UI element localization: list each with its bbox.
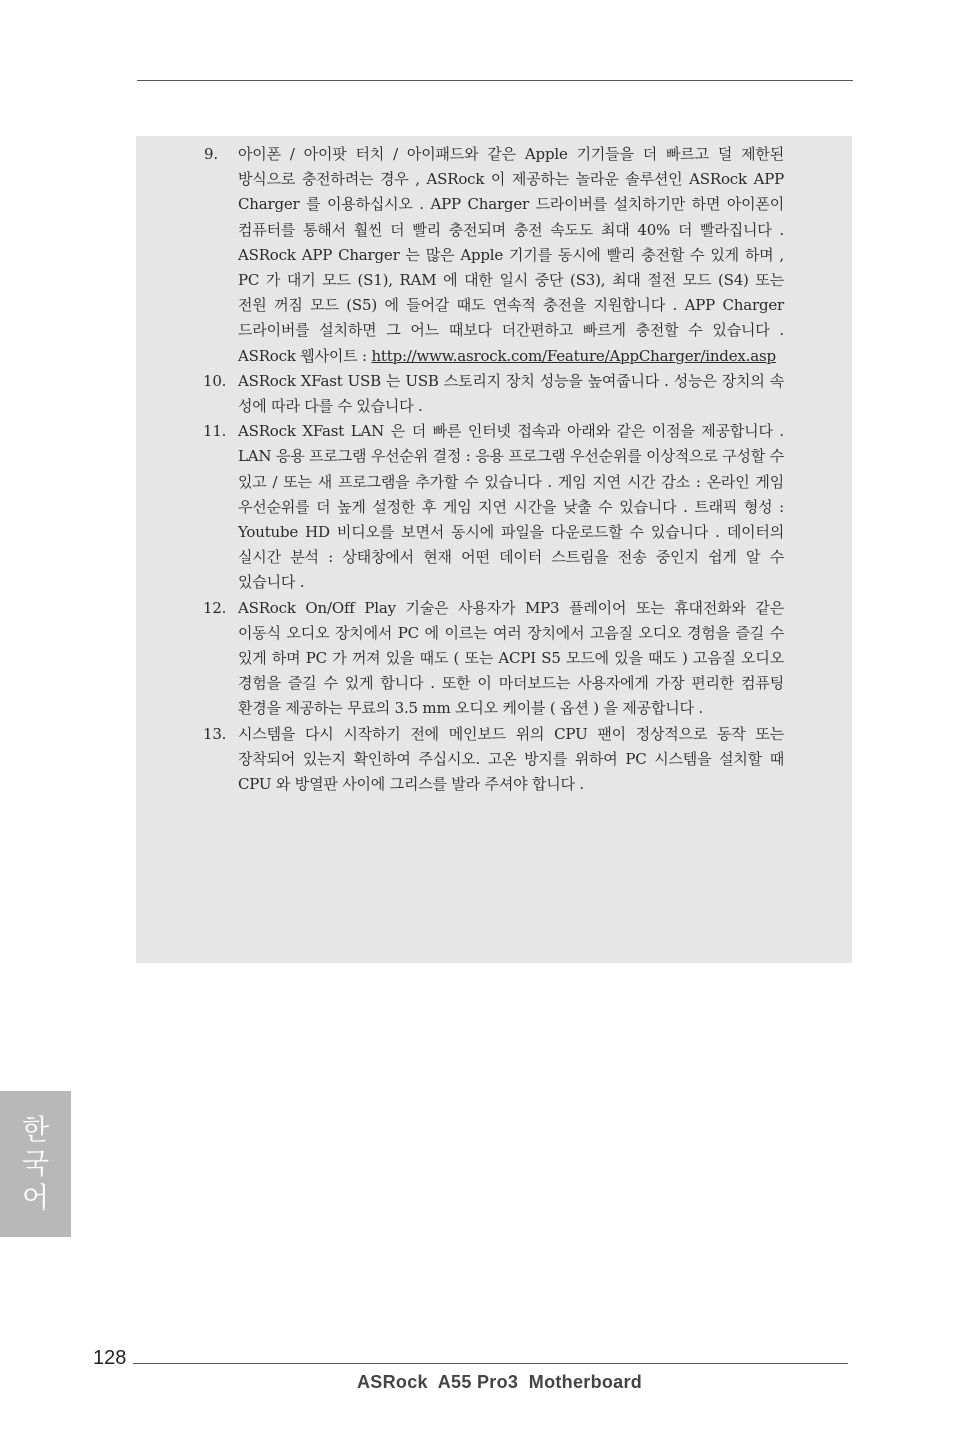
item-body: 아이폰 / 아이팟 터치 / 아이패드와 같은 Apple 기기들을 더 빠르고 덜 제한된 방식으로 충전하려는 경우 , ASRock 이 제공하는 놀라운 솔루션인 ASRock APP Charger 를 이용하십시오 . APP Charger 드라이버를 설치하기만 하면 아이폰이 컴퓨터를 통해서 훨씬 더 빨리 충전되며 충전 속도도 최대 40% 더 빨라집니다 . ASRock APP Charger 는 많은 Apple 기기를 동시에 빨리 충전할 수 있게 하며 , PC 가 대기 모드 (S1), RAM 에 대한 일시 중단 (S3), 최대 절전 모드 (S4) 또는 전원 꺼짐 모드 (S5) 에 들어갈 때도 연속적 충전을 지원합니다 . APP Charger 드라이버를 설치하면 그 어느 때보다 더간편하고 빠르게 충전할 수 있습니다 . ASRock 웹사이트 : (238, 145, 784, 365)
list-item (200, 722, 784, 798)
footer-rule (133, 1363, 848, 1364)
item-text: 시스템을 다시 시작하기 전에 메인보드 위의 CPU 팬이 정상적으로 동작 또는 장착되어 있는지 확인하여 주십시오. 고온 방지를 위하여 PC 시스템을 설치할 때 CPU 와 방열판 사이에 그리스를 발라 주셔야 합니다 . (238, 724, 784, 794)
list-item (200, 596, 784, 722)
item-number: 11. (203, 422, 227, 441)
item-number: 9. (204, 145, 218, 163)
asrock-feature-link[interactable]: http://www.asrock.com/Feature/AppCharger/index.asp (371, 346, 776, 365)
item-number: 12. (203, 598, 227, 617)
item-number: 10. (203, 371, 227, 390)
feature-list (200, 142, 784, 797)
footer-title: ASRock A55 Pro3 Motherboard (357, 1372, 643, 1392)
item-number: 13. (203, 724, 227, 743)
item-text (238, 142, 784, 369)
item-text: ASRock XFast USB 는 USB 스토리지 장치 성능을 높여줍니다 . 성능은 장치의 속 성에 따라 다를 수 있습니다 . (238, 371, 784, 416)
language-tab-char: 어 (21, 1181, 50, 1214)
page-number: 128 (93, 1347, 127, 1369)
language-tab-char: 한 (21, 1113, 50, 1146)
list-item (200, 369, 784, 419)
language-tab-char: 국 (21, 1147, 50, 1180)
language-tab (0, 1091, 71, 1237)
item-text: ASRock XFast LAN 은 더 빠른 인터넷 접속과 아래와 같은 이점을 제공합니다 . LAN 응용 프로그램 우선순위 결정 : 응용 프로그램 우선순위를 이상적으로 구성할 수 있고 / 또는 새 프로그램을 추가할 수 있습니다 . 게임 지연 시간 감소 : 온라인 게임 우선순위를 더 높게 설정한 후 게임 지연 시간을 낮출 수 있습니다 . 트래픽 형성 : Youtube HD 비디오를 보면서 동시에 파일을 다운로드할 수 있습니다 . 데이터의 실시간 분석 : 상태창에서 현재 어떤 데이터 스트림을 전송 중인지 쉽게 알 수 있습니다 . (238, 422, 784, 592)
list-item (200, 142, 784, 369)
header-rule (137, 80, 853, 81)
item-text: ASRock On/Off Play 기술은 사용자가 MP3 플레이어 또는 휴대전화와 같은 이동식 오디오 장치에서 PC 에 이르는 여러 장치에서 고음질 오디오 경험을 즐길 수 있게 하며 PC 가 꺼져 있을 때도 ( 또는 ACPI S5 모드에 있을 때도 ) 고음질 오디오 경험을 즐길 수 있게 합니다 . 또한 이 마더보드는 사용자에게 가장 편리한 컴퓨팅 환경을 제공하는 무료의 3.5 mm 오디오 케이블 ( 옵션 ) 을 제공합니다 . (238, 598, 784, 718)
list-item (200, 419, 784, 595)
